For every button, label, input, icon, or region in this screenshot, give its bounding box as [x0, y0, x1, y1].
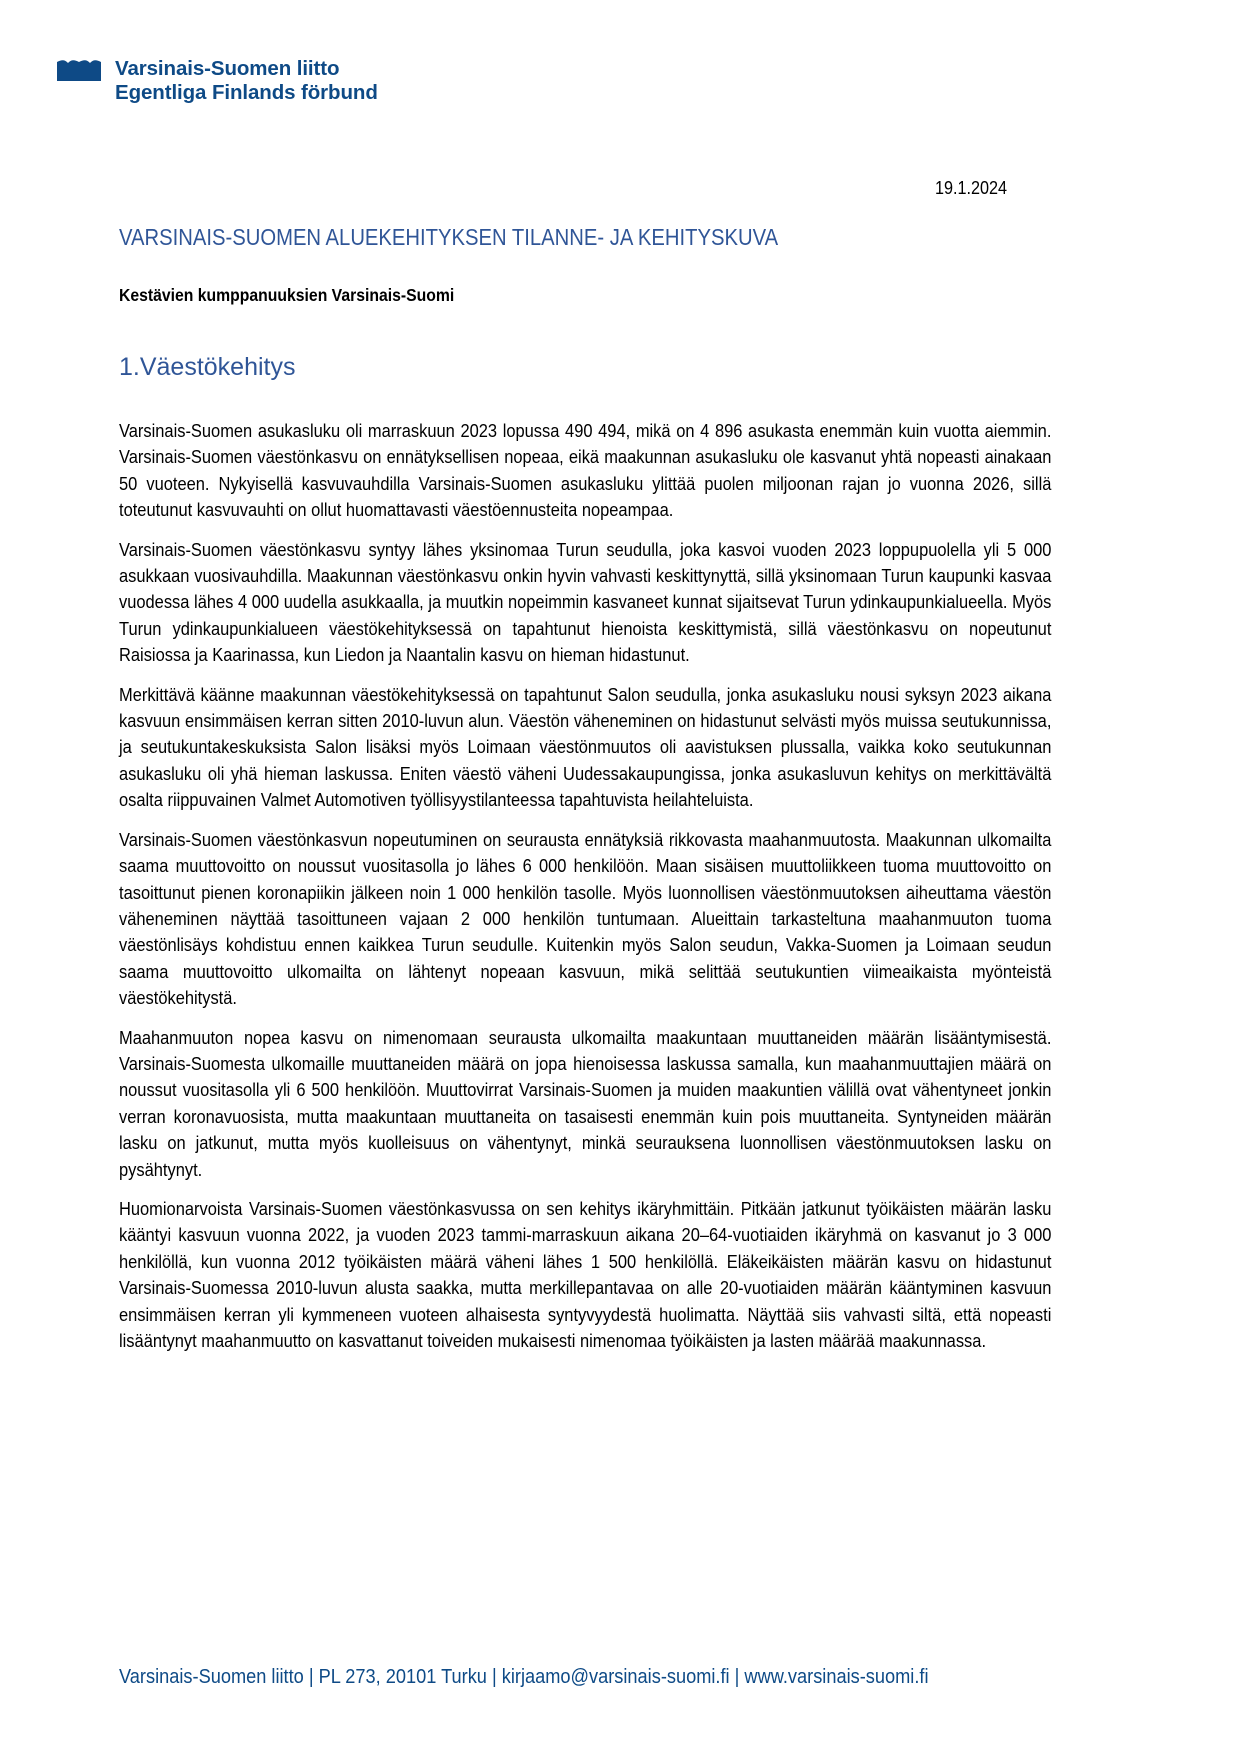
paragraph: Huomionarvoista Varsinais-Suomen väestönkasvussa on sen kehitys ikäryhmittäin. Pitkään jatkunut työikäisten määrän lasku kääntyi kasvuun vuonna 2022, ja vuoden 2023 tammi-marraskuun aikana 20–64-vuotiaiden ikäryhmä on kasvanut jo 3 000 henkilöllä, kun vuonna 2012 työikäisten määrä väheni lähes 1 500 henkilöllä. Eläkeikäisten määrän kasvu on hidastunut Varsinais-Suomessa 2010-luvun alusta saakka, mutta merkillepantavaa on alle 20-vuotiaiden määrän kääntyminen kasvuun ensimmäisen kerran yli kymmeneen vuoteen alhaisesta syntyvyydestä huolimatta. Näyttää siis vahvasti siltä, että nopeasti lisääntynyt maahanmuutto on kasvattanut toiveiden mukaisesti nimenomaa työikäisten ja lasten määrää maakunnassa. — [119, 1197, 1052, 1351]
page-footer: Varsinais-Suomen liitto | PL 273, 20101 Turku | kirjaamo@varsinais-suomi.fi | www.varsinais-suomi.fi — [119, 1666, 929, 1688]
paragraph: Varsinais-Suomen väestönkasvun nopeutuminen on seurausta ennätyksiä rikkovasta maahanmuutosta. Maakunnan ulkomailta saama muuttovoitto on noussut vuositasolla jo lähes 6 000 henkilöön. Maan sisäisen muuttoliikkeen tuoma muuttovoitto on tasoittunut pienen koronapiikin jälkeen noin 1 000 henkilön tasolle. Myös luonnollisen väestönmuutoksen aiheuttama väestön väheneminen näyttää tasoittuneen vajaan 2 000 henkilön tuntumaan. Alueittain tarkasteltuna maahanmuuton tuoma väestönlisäys kohdistuu ennen kaikkea Turun seudulle. Kuitenkin myös Salon seudun, Vakka-Suomen ja Loimaan seudun saama muuttovoitto ulkomailta on lähtenyt nopeaan kasvuun, mikä selittää seutukuntien viimeaikaista myönteistä väestökehitystä. — [119, 828, 1052, 1009]
crown-icon — [57, 59, 101, 81]
organization-name — [115, 57, 378, 105]
section-heading: 1.Väestökehitys — [119, 353, 296, 381]
paragraph: Maahanmuuton nopea kasvu on nimenomaan seurausta ulkomailta maakuntaan muuttaneiden määrän lisääntymisestä. Varsinais-Suomesta ulkomaille muuttaneiden määrä on jopa hienoisessa laskussa samalla, kun maahanmuuttajien määrä on noussut vuositasolla yli 6 500 henkilöön. Muuttovirrat Varsinais-Suomen ja muiden maakuntien välillä ovat vähentyneet jonkin verran koronavuosista, mutta maakuntaan muuttaneita on tasaisesti enemmän kuin pois muuttaneita. Syntyneiden määrän lasku on jatkunut, mutta myös kuolleisuus on vähentynyt, minkä seurauksena luonnollisen väestönmuutoksen lasku on pysähtynyt. — [119, 1026, 1052, 1180]
section-body — [119, 418, 1051, 1367]
paragraph: Varsinais-Suomen väestönkasvu syntyy lähes yksinomaa Turun seudulla, joka kasvoi vuoden 2023 loppupuolella yli 5 000 asukkaan vuosivauhdilla. Maakunnan väestönkasvu onkin hyvin vahvasti keskittynyttä, sillä yksinomaan Turun kaupunki kasvaa vuodessa lähes 4 000 uudella asukkaalla, ja muutkin nopeimmin kasvaneet kunnat sijaitsevat Turun ydinkaupunkialueella. Myös Turun ydinkaupunkialueen väestökehityksessä on tapahtunut hienoista keskittymistä, sillä väestönkasvu on nopeutunut Raisiossa ja Kaarinassa, kun Liedon ja Naantalin kasvu on hieman hidastunut. — [119, 538, 1052, 666]
organization-name-sv: Egentliga Finlands förbund — [115, 81, 378, 104]
paragraph: Varsinais-Suomen asukasluku oli marraskuun 2023 lopussa 490 494, mikä on 4 896 asukasta enemmän kuin vuotta aiemmin. Varsinais-Suomen väestönkasvu on ennätyksellisen nopeaa, eikä maakunnan asukasluku ole kasvanut yhtä nopeasti ainakaan 50 vuoteen. Nykyisellä kasvuvauhdilla Varsinais-Suomen asukasluku ylittää puolen miljoonan rajan jo vuonna 2026, sillä toteutunut kasvuvauhti on ollut huomattavasti väestöennusteita nopeampaa. — [119, 420, 1052, 521]
organization-name-fi: Varsinais-Suomen liitto — [115, 57, 340, 80]
document-subtitle: Kestävien kumppanuuksien Varsinais-Suomi — [119, 285, 455, 305]
document-date: 19.1.2024 — [935, 178, 1008, 198]
organization-logo — [57, 57, 378, 105]
document-title: VARSINAIS-SUOMEN ALUEKEHITYKSEN TILANNE- JA KEHITYSKUVA — [119, 224, 779, 250]
paragraph: Merkittävä käänne maakunnan väestökehityksessä on tapahtunut Salon seudulla, jonka asukasluku nousi syksyn 2023 aikana kasvuun ensimmäisen kerran sitten 2010-luvun alun. Väestön väheneminen on hidastunut selvästi myös muissa seutukunnissa, ja seutukuntakeskuksista Salon lisäksi myös Loimaan väestönmuutos oli aavistuksen plussalla, vaikka koko seutukunnan asukasluku oli yhä hieman laskussa. Eniten väestö väheni Uudessakaupungissa, jonka asukasluvun kehitys on merkittävältä osalta riippuvainen Valmet Automotiven työllisyystilanteessa tapahtuvista heilahteluista. — [119, 683, 1052, 811]
